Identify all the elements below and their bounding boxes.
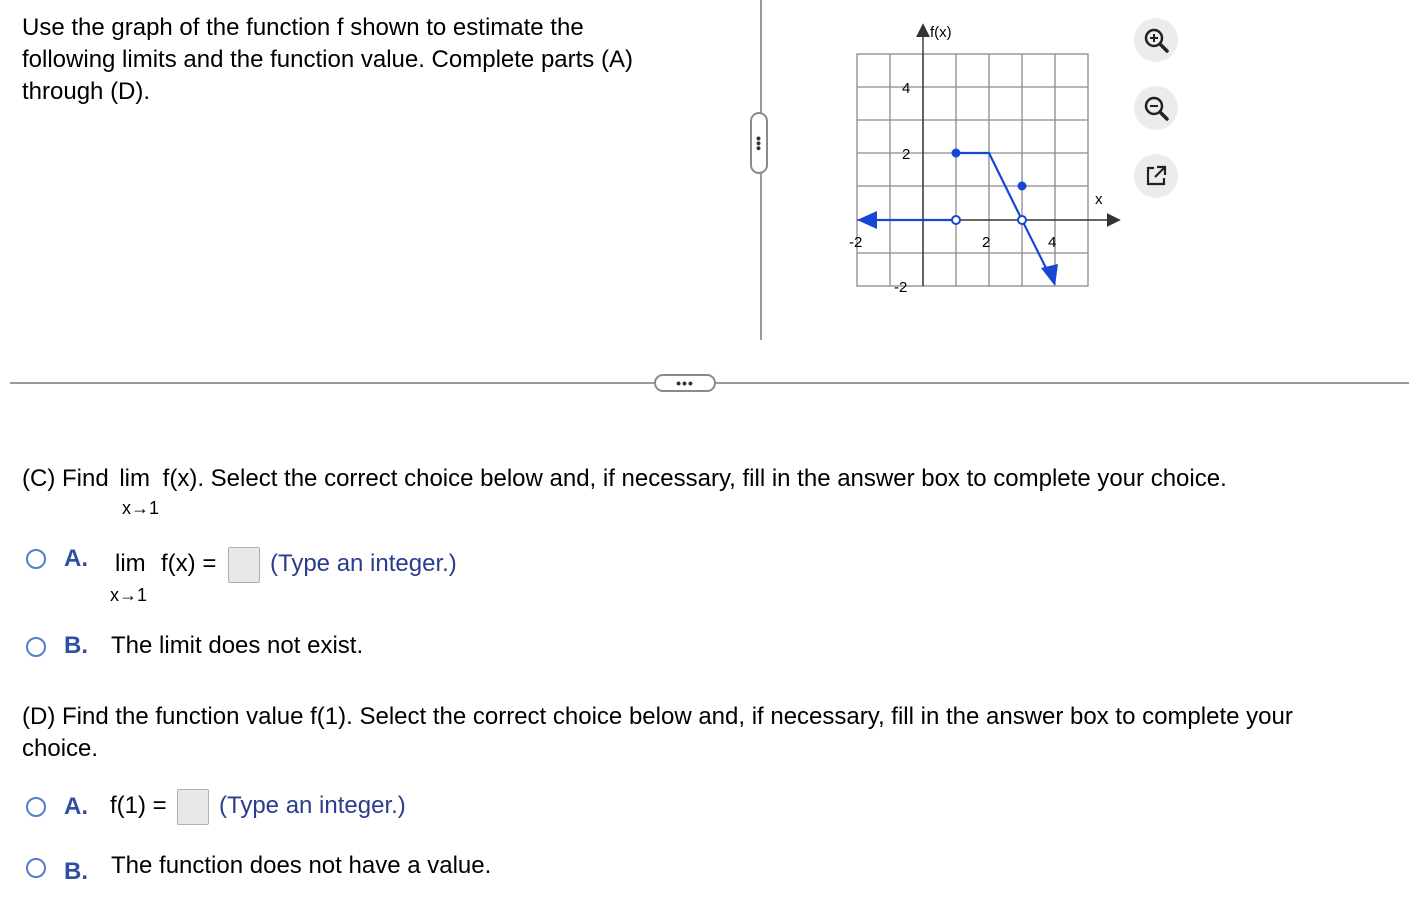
zoom-in-button[interactable] xyxy=(1134,18,1178,62)
part-c-choice-a-letter: A. xyxy=(64,545,88,572)
part-c-choice-a-hint: (Type an integer.) xyxy=(270,550,457,577)
part-d-choice-b-text: The function does not have a value. xyxy=(111,852,492,879)
open-point-3-0 xyxy=(1018,216,1026,224)
y-tick-neg2: -2 xyxy=(894,279,908,296)
x-tick-neg2: -2 xyxy=(849,234,863,251)
closed-point-3-1 xyxy=(1018,182,1027,191)
y-axis-label: f(x) xyxy=(930,24,952,41)
horizontal-resize-handle[interactable]: ••• xyxy=(654,374,716,392)
part-d-choice-a-expr: f(1) = xyxy=(110,792,167,819)
y-tick-2: 2 xyxy=(902,146,911,163)
zoom-out-button[interactable] xyxy=(1134,86,1178,130)
zoom-out-icon xyxy=(1142,94,1170,122)
part-c-choice-a-radio[interactable] xyxy=(26,549,46,569)
part-c-choice-b-radio[interactable] xyxy=(26,637,46,657)
function-graph xyxy=(830,10,1130,300)
x-tick-4: 4 xyxy=(1048,234,1057,251)
popout-button[interactable] xyxy=(1134,154,1178,198)
part-c-choice-b-letter: B. xyxy=(64,632,88,659)
part-c-answer-box[interactable] xyxy=(228,547,260,583)
part-d-choice-b-letter: B. xyxy=(64,858,88,885)
closed-point-1-2 xyxy=(952,149,961,158)
part-c-choice-a-func: f(x) = xyxy=(161,550,217,577)
part-d-choice-a-letter: A. xyxy=(64,793,88,820)
part-c-func: f(x). xyxy=(162,465,204,492)
part-c-limit-subscript: x→1 xyxy=(122,498,160,518)
zoom-in-icon xyxy=(1142,26,1170,54)
part-c-choice-a-lim: lim xyxy=(115,550,146,577)
vertical-resize-handle[interactable]: ••• xyxy=(750,112,768,174)
problem-prompt xyxy=(22,12,722,108)
part-c-lim: lim xyxy=(119,465,150,492)
part-d-answer-box[interactable] xyxy=(177,789,209,825)
part-d-choice-a-hint: (Type an integer.) xyxy=(219,792,406,819)
part-d-question xyxy=(22,701,1407,765)
y-tick-4: 4 xyxy=(902,80,911,97)
prompt-line-3: through (D). xyxy=(22,78,151,105)
x-axis-label: x xyxy=(1095,191,1103,208)
part-d-choice-a-radio[interactable] xyxy=(26,797,46,817)
open-point-1-0 xyxy=(952,216,960,224)
part-d-line-2: choice. xyxy=(22,735,99,762)
part-c-question xyxy=(22,463,1227,495)
external-link-icon xyxy=(1144,164,1168,188)
part-c-choice-a-subscript: x→1 xyxy=(110,585,148,605)
part-c-choice-b-text: The limit does not exist. xyxy=(111,632,364,659)
prompt-line-1: Use the graph of the function f shown to estimate the xyxy=(22,14,584,41)
x-tick-2: 2 xyxy=(982,234,991,251)
part-d-choice-b-radio[interactable] xyxy=(26,858,46,878)
part-c-prefix: (C) Find xyxy=(22,465,109,492)
part-c-instruction: Select the correct choice below and, if necessary, fill in the answer box to complete your choice. xyxy=(210,465,1227,492)
prompt-line-2: following limits and the function value. Complete parts (A) xyxy=(22,46,633,73)
part-d-line-1: (D) Find the function value f(1). Select the correct choice below and, if necessary, fill in the answer box to complete your xyxy=(22,703,1293,730)
graph-grid xyxy=(857,54,1088,286)
